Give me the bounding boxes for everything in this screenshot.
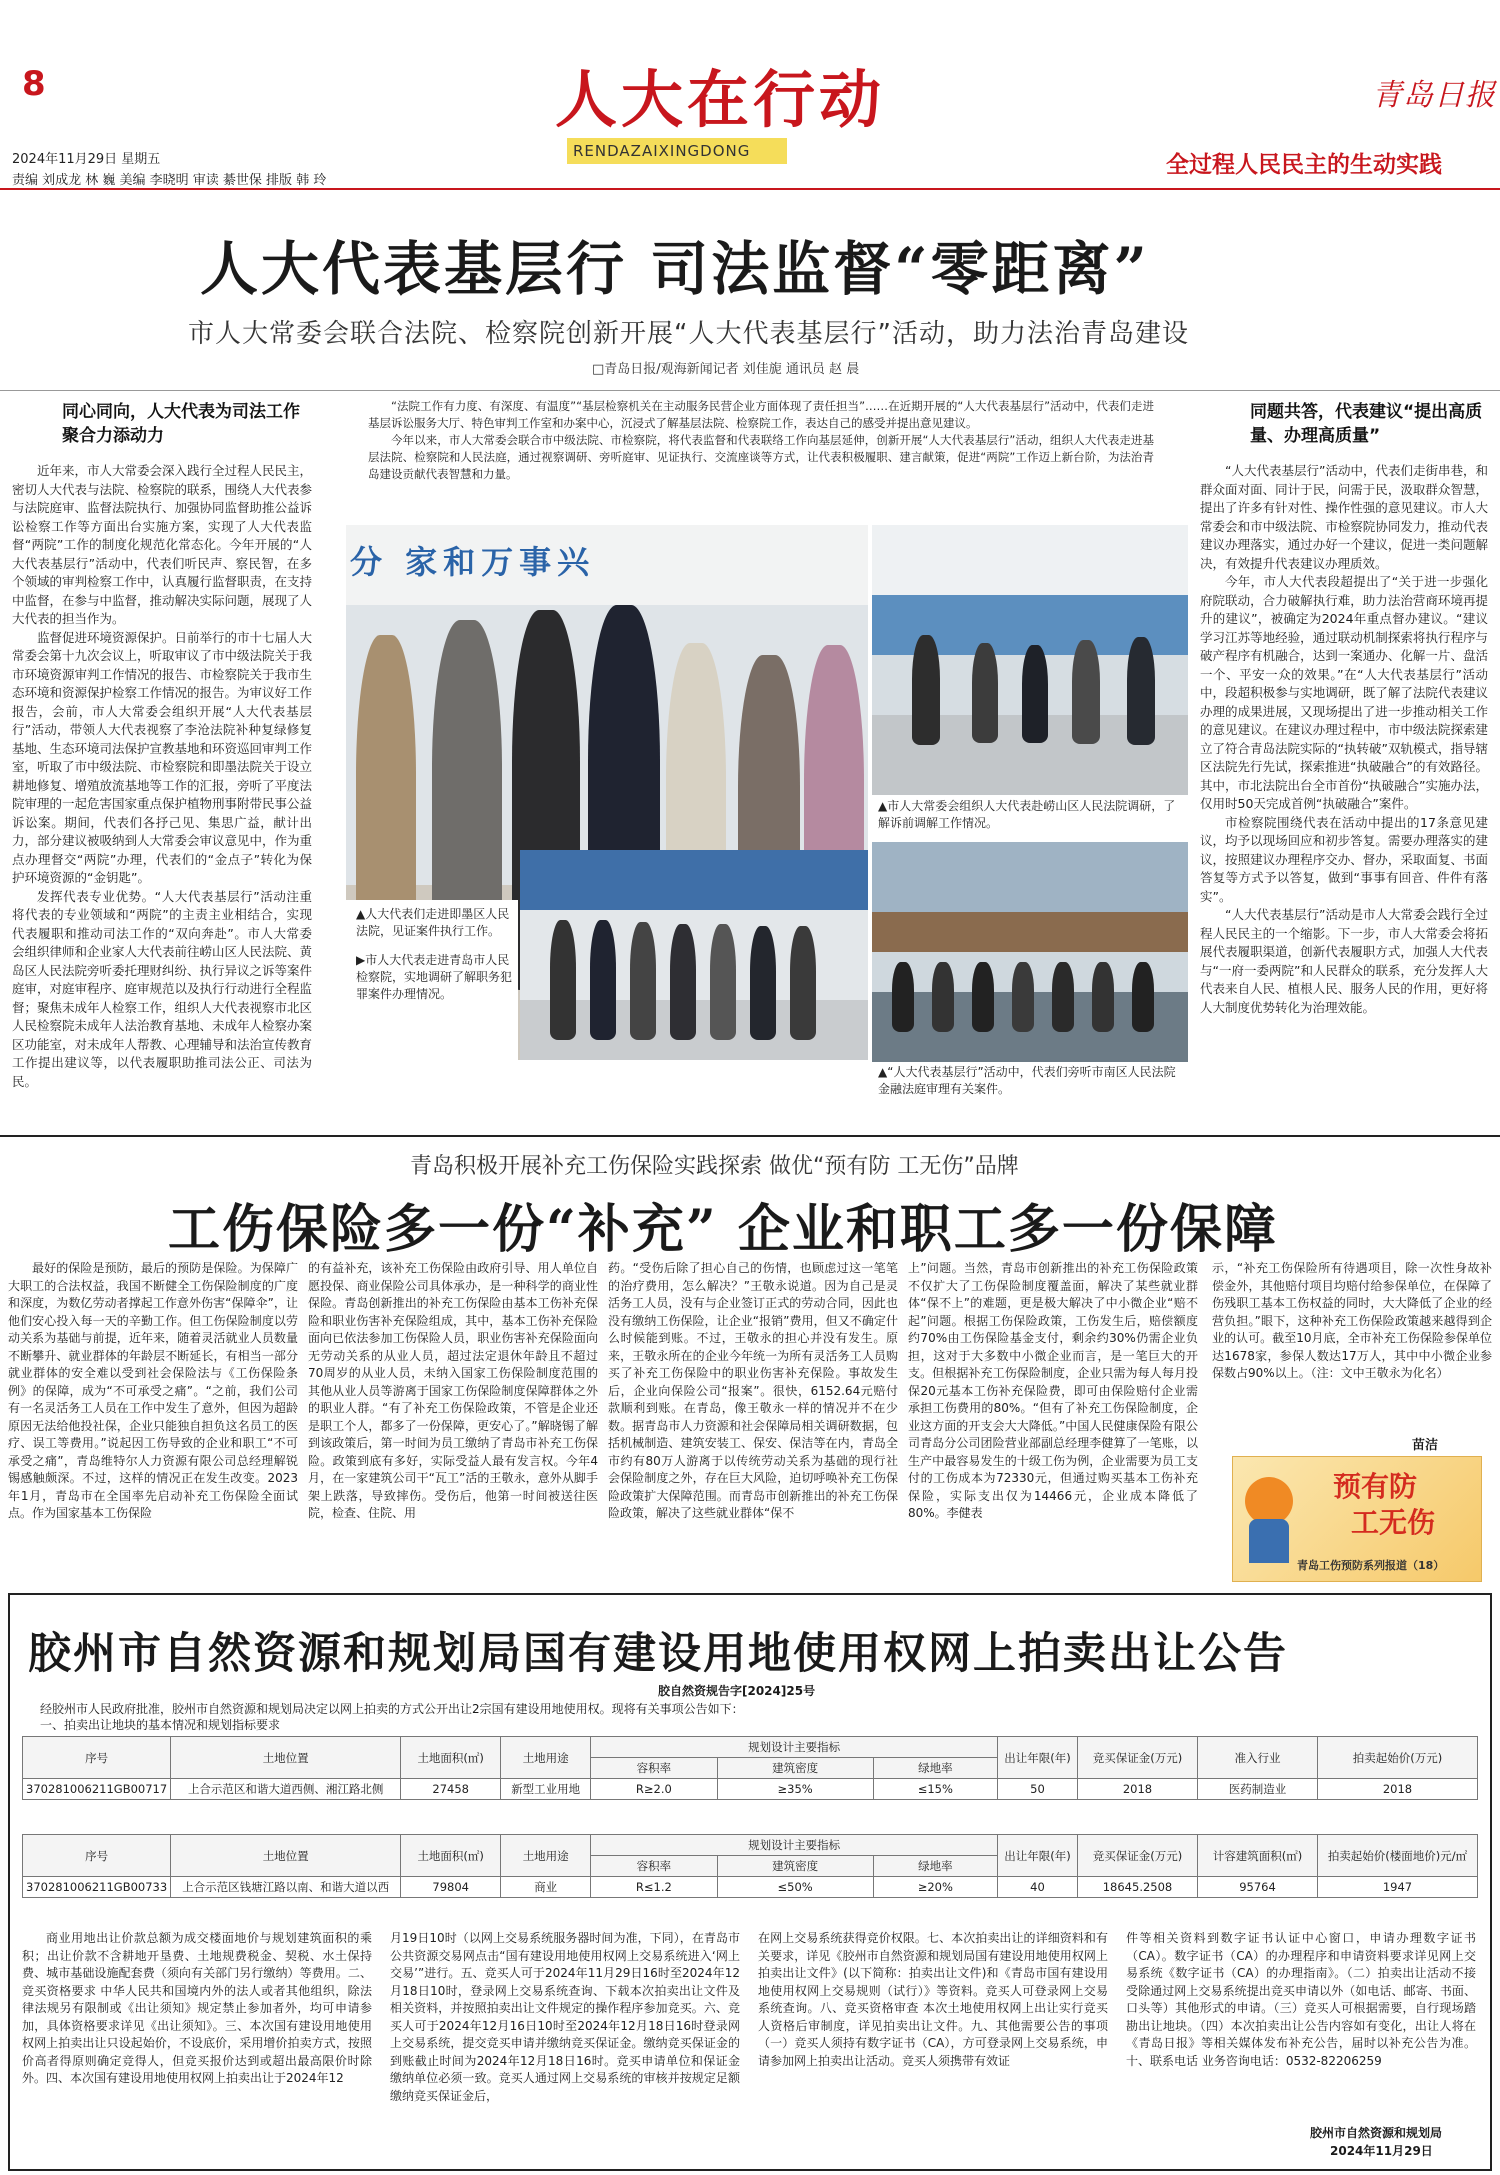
- badge-line-1: 预有防: [1333, 1470, 1418, 1503]
- table-cell: R≥2.0: [591, 1779, 717, 1800]
- table-cell: 2018: [1318, 1779, 1478, 1800]
- paragraph: 监督促进环境资源保护。日前举行的市十七届人大常委会第十九次会议上，听取审议了市中级法院关于我市环境资源审判工作情况的报告、市检察院关于我市生态环境和资源保护检察工作情况的报告。为审议好工作报告，会前，市人大常委会组织开展“人大代表基层行”活动，带领人大代表视察了李沧法院补种复绿修复基地、生态环境司法保护宣教基地和环资巡回审判工作室，听取了市中级法院、市检察院和即墨法院关于设立耕地修复、增殖放流基地等工作的汇报，旁听了平度法院审理的一起危害国家重点保护植物刑事附带民事公益诉讼案。期间，代表们各抒己见、集思广益，献计出力，部分建议被吸纳到人大常委会审议意见中，作为重点办理督交“两院”办理，代表们的“金点子”转化为保护环境资源的“金钥匙”。: [12, 629, 312, 885]
- table-cell: 新型工业用地: [501, 1779, 591, 1800]
- table-header: 序号: [23, 1835, 171, 1877]
- lead-right-column: [1200, 400, 1488, 1162]
- paragraph: 在网上交易系统获得竞价权限。七、本次拍卖出让的详细资料和有关要求，详见《胶州市自然资源和规划局国有建设用地使用权网上拍卖出让文件》(以下简称：拍卖出让文件)和《青岛市国有建设用地使用权网上交易规则（试行）》等资料。竞买人可登录网上交易系统查询。八、竞买资格审查 本次土地使用权网上出让实行竞买人资格后审制度，详见拍卖出让文件。九、其他需要公告的事项 （一）竞买人须持有数字证书（CA），方可登录网上交易系统，申请参加网上拍卖出让活动。竞买人须携带有效证: [758, 1931, 1108, 2068]
- table-cell: ≤50%: [717, 1877, 873, 1898]
- notice-column-2: [390, 1930, 740, 2130]
- table-subheader: 建筑密度: [717, 1758, 873, 1779]
- table-header: 土地面积(㎡): [401, 1737, 501, 1779]
- table-cell: 79804: [401, 1877, 501, 1898]
- worker-figure-icon: [1249, 1519, 1289, 1563]
- paragraph: “人大代表基层行”活动是市人大常委会践行全过程人民民主的一个缩影。下一步，市人大常委会将拓展代表履职渠道，创新代表履职方式，加强人大代表与“一府一委两院”和人民群众的联系，充分发挥人大代表来自人民、植根人民、服务人民的作用，更好将人大制度优势转化为治理效能。: [1200, 907, 1488, 1015]
- table-header: 出让年限(年): [998, 1737, 1078, 1779]
- photo-caption: ▶市人大代表走进青岛市人民检察院，实地调研了解职务犯罪案件办理情况。: [356, 953, 513, 1001]
- lead-byline: □青岛日报/观海新闻记者 刘佳旎 通讯员 赵 晨: [592, 362, 860, 377]
- paragraph: 件等相关资料到数字证书认证中心窗口，申请办理数字证书（CA）。数字证书（CA）的办理程序和申请资料要求详见网上交易系统《数字证书（CA）的办理指南》。（二）拍卖出让活动不接受除通过网上交易系统提出竞买申请以外（如电话、邮寄、书面、口头等）其他形式的申请。（三）竞买人可根据需要，自行现场踏勘出让地块。（四）本次拍卖出让公告内容如有变化，出让人将在《青岛日报》等相关媒体发布补充公告，届时以补充公告为准。十、联系电话 业务咨询电话：0532-82206259: [1126, 1931, 1476, 2068]
- notice-title: 胶州市自然资源和规划局国有建设用地使用权网上拍卖出让公告: [28, 1629, 1288, 1679]
- paper-logo: 青岛日报: [1372, 78, 1496, 113]
- table-header: 规划设计主要指标: [591, 1737, 998, 1758]
- lead-left-column: [12, 400, 312, 1182]
- photo-caption: ▲人大代表们走进即墨区人民法院，见证案件执行工作。: [356, 907, 510, 938]
- table-cell: 370281006211GB00733: [23, 1877, 171, 1898]
- editors-line: 责编 刘成龙 林 巍 美编 李晓明 审读 綦世保 排版 韩 玲: [12, 173, 327, 188]
- table-subheader: 建筑密度: [717, 1856, 873, 1877]
- table-header: 出让年限(年): [998, 1835, 1078, 1877]
- table-header: 计容建筑面积(㎡): [1198, 1835, 1318, 1877]
- table-cell: 1947: [1318, 1877, 1478, 1898]
- land-table-1: [22, 1736, 1478, 1800]
- paragraph: 药。“受伤后除了担心自己的伤情，也顾虑过这一笔笔的治疗费用，怎么解决？”王敬永说道。因为自己是灵活务工人员，没有与企业签订正式的劳动合同，因此也没有缴纳工伤保险，让企业“报销”费用，但又不确定什么时候能到账。不过，王敬永的担心并没有发生。原来，王敬永所在的企业今年统一为所有灵活务工人员购买了补充工伤保险中的职业伤害补充保险。事故发生后，企业向保险公司“报案”。很快，6152.64元赔付款顺利到账。在青岛，像王敬永一样的情况并不在少数。据青岛市人力资源和社会保障局相关调研数据，包括机械制造、建筑安装工、保安、保洁等在内，青岛全市约有80万人游离于以传统劳动关系为基础的现行社会保险制度之外，存在巨大风险，迫切呼唤补充工伤保险政策扩大保障范围。而青岛市创新推出的补充工伤保险政策，解决了这些就业群体“保不: [608, 1261, 898, 1520]
- masthead-rule: [0, 188, 1500, 190]
- paragraph: 商业用地出让价款总额为成交楼面地价与规划建筑面积的乘积；出让价款不含耕地开垦费、土地规费税金、契税、水土保持费、城市基础设施配套费（须向有关部门另行缴纳）等费用。二、竞买资格要求 中华人民共和国境内外的法人或者其他组织，除法律法规另有限制或《出让须知》规定禁止参加者外，均可申请参加，具体资格要求详见《出让须知》。三、本次国有建设用地使用权网上拍卖出让只设起始价，不设底价，采用增价拍卖方式，按照价高者得原则确定竞得人，但竞买报价达到或超出最高限价时除外。四、本次国有建设用地使用权网上拍卖出让于2024年12: [22, 1931, 372, 2085]
- insurance-column-2: [308, 1260, 598, 1580]
- caption-box: [346, 900, 518, 1060]
- lead-divider: [0, 390, 1500, 391]
- table-subheader: 容积率: [591, 1856, 717, 1877]
- photo-sign-text: 分 家和万事兴: [350, 543, 596, 581]
- paragraph: “人大代表基层行”活动中，代表们走街串巷，和群众面对面、同计于民，问需于民，汲取群众智慧，提出了许多有针对性、操作性强的意见建议。市人大常委会和市中级法院、市检察院协同发力，推动代表建议办理落实，通过办好一个建议，促进一类问题解决，有效提升代表建议办理质效。: [1200, 463, 1488, 571]
- insurance-kicker: 青岛积极开展补充工伤保险实践探索 做优“预有防 工无伤”品牌: [410, 1154, 1019, 1179]
- photo-caption: ▲“人大代表基层行”活动中，代表们旁听市南区人民法院金融法庭审理有关案件。: [878, 1065, 1176, 1096]
- badge-footer: 青岛工伤预防系列报道（18）: [1297, 1559, 1445, 1572]
- page-number: 8: [22, 64, 46, 104]
- table-cell: 27458: [401, 1779, 501, 1800]
- issue-date: 2024年11月29日 星期五: [12, 152, 161, 167]
- insurance-headline: 工伤保险多一份“补充” 企业和职工多一份保障: [168, 1199, 1278, 1260]
- table-header: 规划设计主要指标: [591, 1835, 998, 1856]
- table-cell: 95764: [1198, 1877, 1318, 1898]
- paragraph: 今年，市人大代表段超提出了“关于进一步强化府院联动，合力破解执行难，助力法治营商环境再提升的建议”，被确定为2024年重点督办建议。“建议学习江苏等地经验，通过联动机制探索将执行程序与破产程序有机融合，达到一案通办、化解一片、盘活一个、平安一众的效果。”在“人大代表基层行”活动中，段超积极参与实地调研，既了解了法院代表建议办理的成果进展，又现场提出了进一步推动相关工作的意见建议。在建议办理过程中，市中级法院探索建立了符合青岛法院实际的“执转破”双轨模式，指导辖区法院先行先试，探索推进“执破融合”的有效路径。其中，市北法院出台全市首份“执破融合”实施办法，仅用时50天完成首例“执破融合”案件。: [1200, 574, 1488, 811]
- paragraph: 最好的保险是预防，最后的预防是保险。为保障广大职工的合法权益，我国不断健全工伤保险制度的广度和深度，为数亿劳动者撑起工作意外伤害“保障伞”，让他们安心投入每一天的辛勤工作。但工伤保险制度以劳动关系为基础与前提，近年来，随着灵活就业人员数量不断攀升、就业群体的年龄层不断延长，有相当一部分就业群体的安全难以受到社会保险法与《工伤保险条例》的保障，成为“不可承受之痛”。“之前，我们公司有一名灵活务工人员在工作中发生了意外，但因为超龄原因无法给他投社保，企业只能独自担负这名员工的医疗、误工等费用。”说起因工伤导致的企业和职工“不可承受之痛”，青岛维特尔人力资源有限公司总经理解锐锡感触颇深。不过，这样的情况正在发生改变。2023年1月，青岛市在全国率先启动补充工伤保险全面试点。作为国家基本工伤保险: [8, 1261, 298, 1520]
- table-header: 拍卖起始价(万元): [1318, 1737, 1478, 1779]
- badge-line-2: 工无伤: [1351, 1506, 1436, 1539]
- paragraph: “法院工作有力度、有深度、有温度”“基层检察机关在主动服务民营企业方面体现了责任担当”……在近期开展的“人大代表基层行”活动中，代表们走进基层诉讼服务大厅、特色审判工作室和办案中心，沉浸式了解基层法院、检察院工作，表达自己的感受并提出意见建议。: [368, 399, 1154, 430]
- paragraph: 今年以来，市人大常委会联合市中级法院、市检察院，将代表监督和代表联络工作向基层延伸，创新开展“人大代表基层行”活动，组织人大代表走进基层法院、检察院和人民法庭，通过视察调研、旁听庭审、见证执行、交流座谈等方式，让代表积极履职、建言献策，促进“两院”工作迈上新台阶，为法治青岛建设贡献代表智慧和力量。: [368, 433, 1154, 481]
- notice-issuer: 胶州市自然资源和规划局: [1310, 2126, 1443, 2140]
- table-cell: R≤1.2: [591, 1877, 717, 1898]
- notice-column-1: [22, 1930, 372, 2130]
- table-header: 土地位置: [171, 1737, 401, 1779]
- table-cell: 商业: [501, 1877, 591, 1898]
- table-cell: 医药制造业: [1198, 1779, 1318, 1800]
- table-header: 拍卖起始价(楼面地价)元/㎡: [1318, 1835, 1478, 1877]
- land-table-2: [22, 1834, 1478, 1898]
- table-header: 土地面积(㎡): [401, 1835, 501, 1877]
- paragraph: 近年来，市人大常委会深入践行全过程人民民主，密切人大代表与法院、检察院的联系，围绕人大代表参与法院庭审、监督法院执行、加强协同监督助推公益诉讼检察工作等方面出台实施方案，实现了人大代表监督“两院”工作的制度化规范化常态化。今年开展的“人大代表基层行”活动中，代表们听民声、察民智，在多个领域的审判检察工作中，认真履行监督职责，在支持中监督，在参与中监督，推动解决实际问题，展现了人大代表的担当作为。: [12, 463, 312, 626]
- table-header: 竞买保证金(万元): [1078, 1737, 1198, 1779]
- notice-intro-2: 一、拍卖出让地块的基本情况和规划指标要求: [40, 1718, 281, 1732]
- section-title: 人大在行动: [555, 63, 886, 136]
- notice-column-4: [1126, 1930, 1476, 2120]
- table-row: [23, 1877, 1478, 1898]
- table-subheader: 容积率: [591, 1758, 717, 1779]
- worker-helmet-icon: [1245, 1477, 1293, 1525]
- photo-courtroom: [872, 842, 1188, 1062]
- table-cell: ≤15%: [873, 1779, 997, 1800]
- notice-number: 胶自然资规告字[2024]25号: [658, 1684, 816, 1698]
- left-column-heading: 同心同向，人大代表为司法工作聚合力添动力: [62, 402, 300, 446]
- story-divider: [0, 1135, 1500, 1137]
- table-header: 土地用途: [501, 1737, 591, 1779]
- table-row: [23, 1779, 1478, 1800]
- table-header: 竞买保证金(万元): [1078, 1835, 1198, 1877]
- notice-column-3: [758, 1930, 1108, 2130]
- lead-headline: 人大代表基层行 司法监督“零距离”: [200, 235, 1150, 303]
- photo-mediation-visit: [872, 525, 1188, 795]
- insurance-column-3: [608, 1260, 898, 1580]
- photo-caption: ▲市人大常委会组织人大代表赴崂山区人民法院调研，了解诉前调解工作情况。: [878, 799, 1176, 830]
- paragraph: 上”问题。当然，青岛市创新推出的补充工伤保险政策不仅扩大了工伤保险制度覆盖面，解决了某些就业群体“保不上”的难题，更是极大解决了中小微企业“赔不起”问题。根据工伤保险政策，工伤发生后，赔偿额度约70%由工伤保险基金支付，剩余约30%仍需企业负担，这对于大多数中小微企业而言，是一笔巨大的开支。但根据补充工伤保险制度，企业只需为每人每月投保20元基本工伤补充保险费，即可由保险赔付企业需承担工伤费用的80%。“但有了补充工伤保险制度，企业这方面的开支会大大降低。”中国人民健康保险有限公司青岛分公司团险营业部副总经理李健算了一笔账，以生产中最容易发生的十级工伤为例，企业需要为员工支付的工伤成本为72330元，但通过购买基本工伤补充保险，实际支出仅为14466元，企业成本降低了80%。李健表: [908, 1261, 1198, 1520]
- table-cell: 18645.2508: [1078, 1877, 1198, 1898]
- paragraph: 市检察院围绕代表在活动中提出的17条意见建议，均予以现场回应和初步答复。需要办理落实的建议，按照建议办理程序交办、督办，采取面复、书面答复等方式予以答复，做到“事事有回音、件件有落实”。: [1200, 814, 1488, 904]
- table-cell: ≥35%: [717, 1779, 873, 1800]
- paragraph: 示，“补充工伤保险所有待遇项目，除一次性身故补偿金外，其他赔付项目均赔付给参保单位，在保障了伤残职工基本工伤权益的同时，大大降低了企业的经营负担。”眼下，这种补充工伤保险政策越来越得到企业的认可。截至10月底，全市补充工伤保险参保单位达1678家，参保人数达17万人，其中中小微企业参保数占90%以上。（注：文中王敬永为化名）: [1212, 1261, 1492, 1380]
- insurance-author: 苗洁: [1412, 1438, 1439, 1453]
- table-cell: 40: [998, 1877, 1078, 1898]
- lead-subhead: 市人大常委会联合法院、检察院创新开展“人大代表基层行”活动，助力法治青岛建设: [188, 319, 1189, 349]
- table-header: 准入行业: [1198, 1737, 1318, 1779]
- section-slogan: 全过程人民民主的生动实践: [1166, 151, 1442, 178]
- right-column-heading: 同题共答，代表建议“提出高质量、办理高质量”: [1250, 402, 1483, 446]
- table-header: 土地用途: [501, 1835, 591, 1877]
- table-cell: 上合示范区和谐大道西侧、湘江路北侧: [171, 1779, 401, 1800]
- insurance-column-5: [1212, 1260, 1492, 1430]
- table-cell: 50: [998, 1779, 1078, 1800]
- notice-intro: 经胶州市人民政府批准，胶州市自然资源和规划局决定以网上拍卖的方式公开出让2宗国有建设用地使用权。现将有关事项公告如下：: [40, 1702, 744, 1716]
- table-cell: ≥20%: [873, 1877, 997, 1898]
- table-header: 土地位置: [171, 1835, 401, 1877]
- paragraph: 发挥代表专业优势。“人大代表基层行”活动注重将代表的专业领域和“两院”的主责主业相结合，实现代表履职和推动司法工作的“双向奔赴”。市人大常委会组织律师和企业家人大代表前往崂山区人民法院、黄岛区人民法院旁听委托理财纠纷、执行异议之诉等案件庭审，对庭审程序、庭审规范以及执行行动进行全程监督；聚焦未成年人检察工作，组织人大代表视察市北区人民检察院未成年人法治教育基地、未成年人检察办案区功能室，对未成年人帮教、心理辅导和法治宣传教育工作提出建议等，以代表履职助推司法公正、司法为民。: [12, 888, 312, 1089]
- series-badge: [1232, 1456, 1482, 1582]
- insurance-column-4: [908, 1260, 1198, 1580]
- table-cell: 370281006211GB00717: [23, 1779, 171, 1800]
- table-subheader: 绿地率: [873, 1856, 997, 1877]
- paragraph: 月19日10时（以网上交易系统服务器时间为准，下同），在青岛市公共资源交易网点击“国有建设用地使用权网上交易系统进入‘网上交易’”进行。五、竞买人可于2024年11月29日16时至2024年12月18日10时，登录网上交易系统查询、下载本次拍卖出让文件及相关资料，并按照拍卖出让文件规定的操作程序参加竞买。六、竞买人可于2024年12月16日10时至2024年12月18日16时登录网上交易系统，提交竞买申请并缴纳竞买保证金。缴纳竞买保证金的到账截止时间为2024年12月18日16时。竞买申请单位和保证金缴纳单位必须一致。竞买人通过网上交易系统的审核并按规定足额缴纳竞买保证金后，: [390, 1931, 740, 2103]
- paragraph: 的有益补充，该补充工伤保险由政府引导、用人单位自愿投保、商业保险公司具体承办，是一种科学的商业性保险。青岛创新推出的补充工伤保险由基本工伤补充保险和职业伤害补充保险组成，其中，基本工伤补充保险面向已依法参加工伤保险人员，职业伤害补充保险面向无劳动关系的从业人员，超过法定退休年龄且不超过70周岁的从业人员，未纳入国家工伤保险制度范围的其他从业人员等游离于国家工伤保险制度保障群体之外的职业人群。“有了补充工伤保险政策，不管是企业还是职工个人，都多了一份保障，更安心了。”解晓锡了解到该政策后，第一时间为员工缴纳了青岛市补充工伤保险。政策到底有多好，实际受益人最有发言权。今年4月，在一家建筑公司干“瓦工”活的王敬永，意外从脚手架上跌落，导致摔伤。受伤后，他第一时间被送往医院，检查、住院、用: [308, 1261, 598, 1520]
- insurance-column-1: [8, 1260, 298, 1580]
- table-cell: 上合示范区钱塘江路以南、和谐大道以西: [171, 1877, 401, 1898]
- table-header: 序号: [23, 1737, 171, 1779]
- lead-intro: [368, 398, 1154, 483]
- section-pinyin: RENDAZAIXINGDONG: [567, 138, 787, 164]
- table-cell: 2018: [1078, 1779, 1198, 1800]
- table-subheader: 绿地率: [873, 1758, 997, 1779]
- photo-procuratorate: [520, 850, 868, 1060]
- notice-date: 2024年11月29日: [1330, 2144, 1433, 2158]
